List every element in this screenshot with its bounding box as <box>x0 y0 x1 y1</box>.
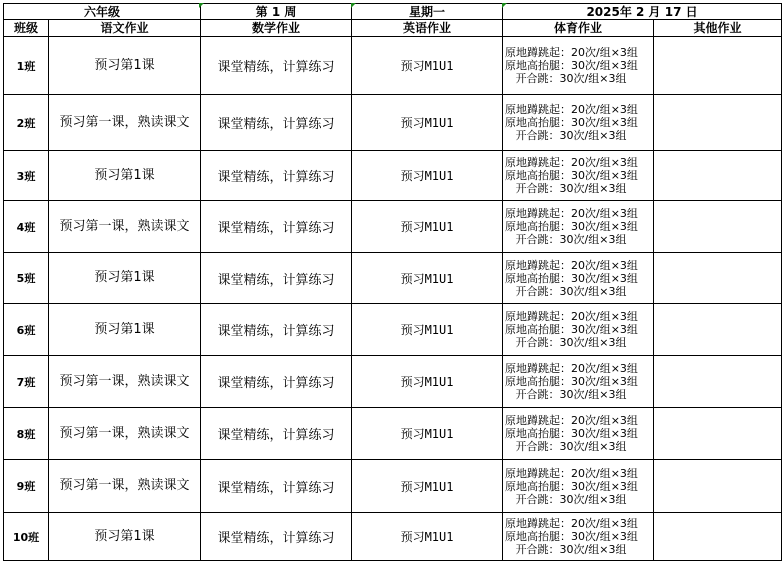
pe-exercise-line: 开合跳：30次/组×3组 <box>515 336 627 349</box>
class-cell[interactable]: 2班 <box>4 95 49 151</box>
table-body <box>4 37 782 561</box>
pe-exercise-line: 开合跳：30次/组×3组 <box>515 388 627 401</box>
english-homework-cell[interactable]: 预习M1U1 <box>352 513 503 561</box>
table-row <box>4 513 782 561</box>
english-homework-cell[interactable]: 预习M1U1 <box>352 201 503 253</box>
english-homework-cell[interactable]: 预习M1U1 <box>352 151 503 201</box>
pe-homework-cell[interactable] <box>503 253 654 304</box>
chinese-homework-cell[interactable]: 预习第1课 <box>49 513 201 561</box>
cell-comment-marker-icon <box>199 3 204 8</box>
grade-cell[interactable]: 六年级 <box>4 4 201 20</box>
class-cell[interactable]: 4班 <box>4 201 49 253</box>
pe-homework-cell[interactable] <box>503 304 654 356</box>
class-cell[interactable]: 10班 <box>4 513 49 561</box>
pe-homework-cell[interactable] <box>503 408 654 460</box>
table-row <box>4 151 782 201</box>
cell-comment-marker-icon <box>502 3 507 8</box>
english-homework-cell[interactable]: 预习M1U1 <box>352 253 503 304</box>
math-homework-cell[interactable]: 课堂精练，计算练习 <box>201 151 352 201</box>
pe-exercise-line: 原地蹲跳起：20次/组×3组 <box>505 258 638 272</box>
chinese-homework-cell[interactable]: 预习第1课 <box>49 253 201 304</box>
english-homework-cell[interactable]: 预习M1U1 <box>352 408 503 460</box>
class-cell[interactable]: 8班 <box>4 408 49 460</box>
pe-exercise-line: 开合跳：30次/组×3组 <box>515 284 627 298</box>
chinese-homework-cell[interactable]: 预习第1课 <box>49 304 201 356</box>
table-row <box>4 95 782 151</box>
math-homework-cell[interactable]: 课堂精练，计算练习 <box>201 95 352 151</box>
chinese-homework-cell[interactable]: 预习第一课，熟读课文 <box>49 356 201 408</box>
pe-homework-cell[interactable] <box>503 95 654 151</box>
pe-exercise-line: 原地高抬腿：30次/组×3组 <box>505 375 638 388</box>
pe-exercise-line: 原地蹲跳起：20次/组×3组 <box>505 46 638 59</box>
column-header-row <box>4 20 782 37</box>
english-homework-cell[interactable]: 预习M1U1 <box>352 356 503 408</box>
table-row <box>4 253 782 304</box>
math-homework-cell[interactable]: 课堂精练，计算练习 <box>201 513 352 561</box>
pe-exercise-line: 原地蹲跳起：20次/组×3组 <box>505 103 638 116</box>
table-row <box>4 304 782 356</box>
other-homework-cell[interactable] <box>654 356 782 408</box>
other-homework-cell[interactable] <box>654 460 782 513</box>
column-header-pe[interactable]: 体育作业 <box>503 20 654 37</box>
pe-exercise-line: 开合跳：30次/组×3组 <box>515 492 627 506</box>
chinese-homework-cell[interactable]: 预习第一课，熟读课文 <box>49 201 201 253</box>
cell-comment-marker-icon <box>351 3 356 8</box>
other-homework-cell[interactable] <box>654 408 782 460</box>
math-homework-cell[interactable]: 课堂精练，计算练习 <box>201 304 352 356</box>
column-header-english[interactable]: 英语作业 <box>352 20 503 37</box>
math-homework-cell[interactable]: 课堂精练，计算练习 <box>201 356 352 408</box>
pe-homework-cell[interactable] <box>503 460 654 513</box>
other-homework-cell[interactable] <box>654 37 782 95</box>
pe-exercise-line: 原地蹲跳起：20次/组×3组 <box>505 414 638 427</box>
pe-exercise-line: 原地蹲跳起：20次/组×3组 <box>505 517 638 530</box>
other-homework-cell[interactable] <box>654 513 782 561</box>
pe-exercise-line: 原地高抬腿：30次/组×3组 <box>505 116 638 129</box>
week-cell[interactable]: 第 1 周 <box>201 4 352 20</box>
other-homework-cell[interactable] <box>654 95 782 151</box>
english-homework-cell[interactable]: 预习M1U1 <box>352 304 503 356</box>
class-cell[interactable]: 6班 <box>4 304 49 356</box>
pe-exercise-line: 原地高抬腿：30次/组×3组 <box>505 169 638 182</box>
pe-exercise-line: 原地蹲跳起：20次/组×3组 <box>505 310 638 323</box>
chinese-homework-cell[interactable]: 预习第1课 <box>49 151 201 201</box>
table-row <box>4 408 782 460</box>
pe-homework-cell[interactable] <box>503 201 654 253</box>
chinese-homework-cell[interactable]: 预习第1课 <box>49 37 201 95</box>
class-cell[interactable]: 5班 <box>4 253 49 304</box>
column-header-other[interactable]: 其他作业 <box>654 20 782 37</box>
pe-exercise-line: 原地高抬腿：30次/组×3组 <box>505 479 638 493</box>
math-homework-cell[interactable]: 课堂精练，计算练习 <box>201 460 352 513</box>
pe-exercise-line: 开合跳：30次/组×3组 <box>515 129 627 142</box>
math-homework-cell[interactable]: 课堂精练，计算练习 <box>201 253 352 304</box>
pe-homework-cell[interactable] <box>503 513 654 561</box>
pe-exercise-line: 开合跳：30次/组×3组 <box>515 182 627 195</box>
class-cell[interactable]: 9班 <box>4 460 49 513</box>
pe-homework-cell[interactable] <box>503 151 654 201</box>
pe-homework-cell[interactable] <box>503 356 654 408</box>
pe-exercise-line: 开合跳：30次/组×3组 <box>515 440 627 453</box>
pe-exercise-line: 原地高抬腿：30次/组×3组 <box>505 530 638 543</box>
english-homework-cell[interactable]: 预习M1U1 <box>352 37 503 95</box>
math-homework-cell[interactable]: 课堂精练，计算练习 <box>201 408 352 460</box>
pe-homework-cell[interactable] <box>503 37 654 95</box>
pe-exercise-line: 原地高抬腿：30次/组×3组 <box>505 427 638 440</box>
table-row <box>4 460 782 513</box>
title-row <box>4 4 782 20</box>
class-cell[interactable]: 1班 <box>4 37 49 95</box>
table-row <box>4 37 782 95</box>
column-header-class[interactable]: 班级 <box>4 20 49 37</box>
homework-table <box>3 3 782 561</box>
date-cell[interactable]: 2025年 2 月 17 日 <box>503 4 782 20</box>
pe-exercise-line: 开合跳：30次/组×3组 <box>515 233 627 246</box>
pe-exercise-line: 原地蹲跳起：20次/组×3组 <box>505 466 638 480</box>
pe-exercise-line: 原地高抬腿：30次/组×3组 <box>505 220 638 233</box>
column-header-math[interactable]: 数学作业 <box>201 20 352 37</box>
pe-exercise-line: 原地蹲跳起：20次/组×3组 <box>505 156 638 169</box>
pe-exercise-line: 原地蹲跳起：20次/组×3组 <box>505 362 638 375</box>
math-homework-cell[interactable]: 课堂精练，计算练习 <box>201 201 352 253</box>
table-row <box>4 356 782 408</box>
chinese-homework-cell[interactable]: 预习第一课，熟读课文 <box>49 408 201 460</box>
weekday-cell[interactable]: 星期一 <box>352 4 503 20</box>
chinese-homework-cell[interactable]: 预习第一课，熟读课文 <box>49 460 201 513</box>
english-homework-cell[interactable]: 预习M1U1 <box>352 95 503 151</box>
pe-exercise-line: 开合跳：30次/组×3组 <box>515 543 627 556</box>
other-homework-cell[interactable] <box>654 304 782 356</box>
other-homework-cell[interactable] <box>654 201 782 253</box>
other-homework-cell[interactable] <box>654 253 782 304</box>
class-cell[interactable]: 3班 <box>4 151 49 201</box>
pe-exercise-line: 原地高抬腿：30次/组×3组 <box>505 271 638 285</box>
chinese-homework-cell[interactable]: 预习第一课，熟读课文 <box>49 95 201 151</box>
class-cell[interactable]: 7班 <box>4 356 49 408</box>
pe-exercise-line: 原地蹲跳起：20次/组×3组 <box>505 207 638 220</box>
pe-exercise-line: 开合跳：30次/组×3组 <box>515 72 627 85</box>
english-homework-cell[interactable]: 预习M1U1 <box>352 460 503 513</box>
pe-exercise-line: 原地高抬腿：30次/组×3组 <box>505 59 638 72</box>
column-header-chinese[interactable]: 语文作业 <box>49 20 201 37</box>
other-homework-cell[interactable] <box>654 151 782 201</box>
pe-exercise-line: 原地高抬腿：30次/组×3组 <box>505 323 638 336</box>
math-homework-cell[interactable]: 课堂精练，计算练习 <box>201 37 352 95</box>
table-row <box>4 201 782 253</box>
